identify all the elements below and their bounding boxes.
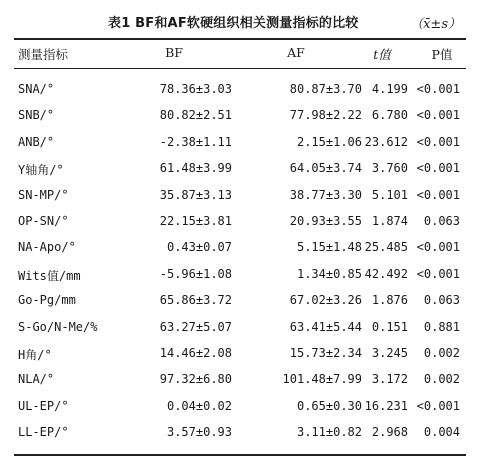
row-af: 1.34±0.85 [296, 267, 362, 281]
row-bf: 3.57±0.93 [166, 425, 232, 439]
header-bf: BF [165, 45, 183, 60]
row-af: 101.48±7.99 [282, 372, 362, 386]
row-af: 38.77±3.30 [289, 188, 362, 202]
table-row [14, 372, 466, 392]
row-af: 0.65±0.30 [296, 399, 362, 413]
table-row [14, 188, 466, 208]
row-t: 3.172 [371, 372, 408, 386]
table-title: 表1 BF和AF软硬组织相关测量指标的比较 [108, 16, 359, 31]
row-name: ANB/° [18, 135, 55, 149]
table-row [14, 346, 466, 366]
row-bf: -5.96±1.08 [159, 267, 232, 281]
row-name: NLA/° [18, 372, 55, 386]
table-row [14, 214, 466, 234]
row-p: <0.001 [416, 135, 460, 149]
row-t: 0.151 [371, 320, 408, 334]
header-p: P值 [431, 47, 453, 62]
row-t: 2.968 [371, 425, 408, 439]
row-p: <0.001 [416, 240, 460, 254]
row-bf: 97.32±6.80 [159, 372, 232, 386]
header-rule [14, 68, 466, 69]
row-p: <0.001 [416, 267, 460, 281]
row-af: 20.93±3.55 [289, 214, 362, 228]
row-bf: -2.38±1.11 [159, 135, 232, 149]
table-row [14, 240, 466, 260]
row-t: 16.231 [364, 399, 408, 413]
row-af: 77.98±2.22 [289, 108, 362, 122]
row-p: <0.001 [416, 82, 460, 96]
header-af: AF [287, 45, 305, 60]
row-bf: 80.82±2.51 [159, 108, 232, 122]
row-af: 15.73±2.34 [289, 346, 362, 360]
row-name: SN-MP/° [18, 188, 69, 202]
bottom-rule [14, 454, 466, 456]
row-name: Go-Pg/mm [18, 293, 76, 307]
row-p: 0.881 [423, 320, 460, 334]
row-af: 80.87±3.70 [289, 82, 362, 96]
row-bf: 61.48±3.99 [159, 161, 232, 175]
table-caption [0, 12, 483, 32]
row-af: 63.41±5.44 [289, 320, 362, 334]
top-rule [14, 38, 466, 40]
table-row [14, 161, 466, 181]
table-row [14, 135, 466, 155]
row-name: SNA/° [18, 82, 55, 96]
row-p: 0.063 [423, 293, 460, 307]
row-t: 3.245 [371, 346, 408, 360]
row-p: 0.002 [423, 346, 460, 360]
row-t: 4.199 [371, 82, 408, 96]
row-af: 64.05±3.74 [289, 161, 362, 175]
table-stat-note: （x̄±s） [410, 17, 461, 32]
row-p: <0.001 [416, 161, 460, 175]
row-p: 0.004 [423, 425, 460, 439]
table-row [14, 267, 466, 287]
table-row [14, 293, 466, 313]
row-bf: 35.87±3.13 [159, 188, 232, 202]
row-t: 1.874 [371, 214, 408, 228]
header-name: 测量指标 [18, 47, 69, 62]
row-af: 3.11±0.82 [296, 425, 362, 439]
row-name: S-Go/N-Me/% [18, 320, 98, 334]
row-name: Wits值/mm [18, 269, 81, 283]
row-p: 0.063 [423, 214, 460, 228]
row-t: 42.492 [364, 267, 408, 281]
row-af: 5.15±1.48 [296, 240, 362, 254]
table-row [14, 320, 466, 340]
row-name: SNB/° [18, 108, 55, 122]
row-bf: 0.43±0.07 [166, 240, 232, 254]
header-t: t值 [373, 47, 391, 62]
row-bf: 63.27±5.07 [159, 320, 232, 334]
row-bf: 14.46±2.08 [159, 346, 232, 360]
row-p: <0.001 [416, 399, 460, 413]
table-header [14, 45, 466, 65]
row-name: LL-EP/° [18, 425, 69, 439]
row-name: Y轴角/° [18, 163, 64, 177]
row-p: <0.001 [416, 188, 460, 202]
row-bf: 0.04±0.02 [166, 399, 232, 413]
row-p: 0.002 [423, 372, 460, 386]
row-t: 23.612 [364, 135, 408, 149]
row-t: 25.485 [364, 240, 408, 254]
row-name: NA-Apo/° [18, 240, 76, 254]
table-row [14, 399, 466, 419]
row-bf: 22.15±3.81 [159, 214, 232, 228]
table-row [14, 108, 466, 128]
row-t: 1.876 [371, 293, 408, 307]
row-bf: 65.86±3.72 [159, 293, 232, 307]
row-af: 67.02±3.26 [289, 293, 362, 307]
table-row [14, 82, 466, 102]
row-t: 6.780 [371, 108, 408, 122]
row-bf: 78.36±3.03 [159, 82, 232, 96]
row-name: UL-EP/° [18, 399, 69, 413]
row-t: 5.101 [371, 188, 408, 202]
table-row [14, 425, 466, 445]
row-p: <0.001 [416, 108, 460, 122]
row-name: OP-SN/° [18, 214, 69, 228]
row-t: 3.760 [371, 161, 408, 175]
row-name: H角/° [18, 348, 52, 362]
row-af: 2.15±1.06 [296, 135, 362, 149]
